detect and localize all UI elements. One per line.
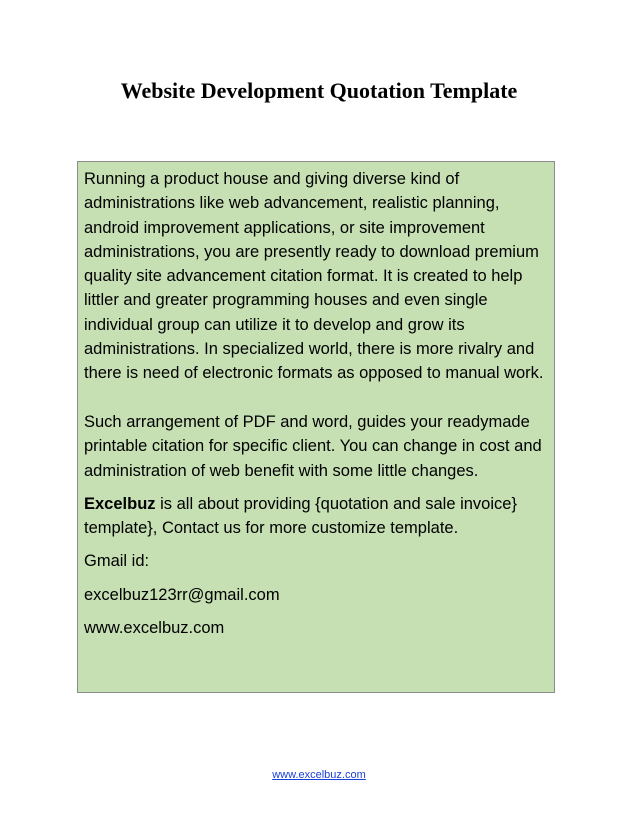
contact-email: excelbuz123rr@gmail.com (84, 585, 280, 604)
gmail-label: Gmail id: (84, 552, 150, 571)
page-title: Website Development Quotation Template (120, 78, 518, 103)
contact-website: www.excelbuz.com (84, 619, 225, 638)
brand-name: Excelbuz (84, 494, 156, 513)
footer-link[interactable]: www.excelbuz.com (272, 769, 366, 781)
brand-paragraph (84, 492, 548, 541)
format-paragraph: Such arrangement of PDF and word, guides your readymade printable citation for specific client. You can change in cost and administration of web benefit with some little changes. (84, 412, 542, 480)
brand-description: is all about providing {quotation and sale invoice} template}, Contact us for more customize template. (84, 494, 517, 538)
content-box (77, 161, 555, 693)
footer (0, 768, 638, 782)
intro-paragraph: Running a product house and giving diverse kind of administrations like web advancement, realistic planning, android improvement applications, or site improvement administrations, you are presently ready to download premium quality site advancement citation format. It is created to help littler and greater programming houses and even single individual group can utilize it to develop and grow its administrations. In specialized world, there is more rivalry and there is need of electronic formats as opposed to manual work. (84, 170, 544, 383)
